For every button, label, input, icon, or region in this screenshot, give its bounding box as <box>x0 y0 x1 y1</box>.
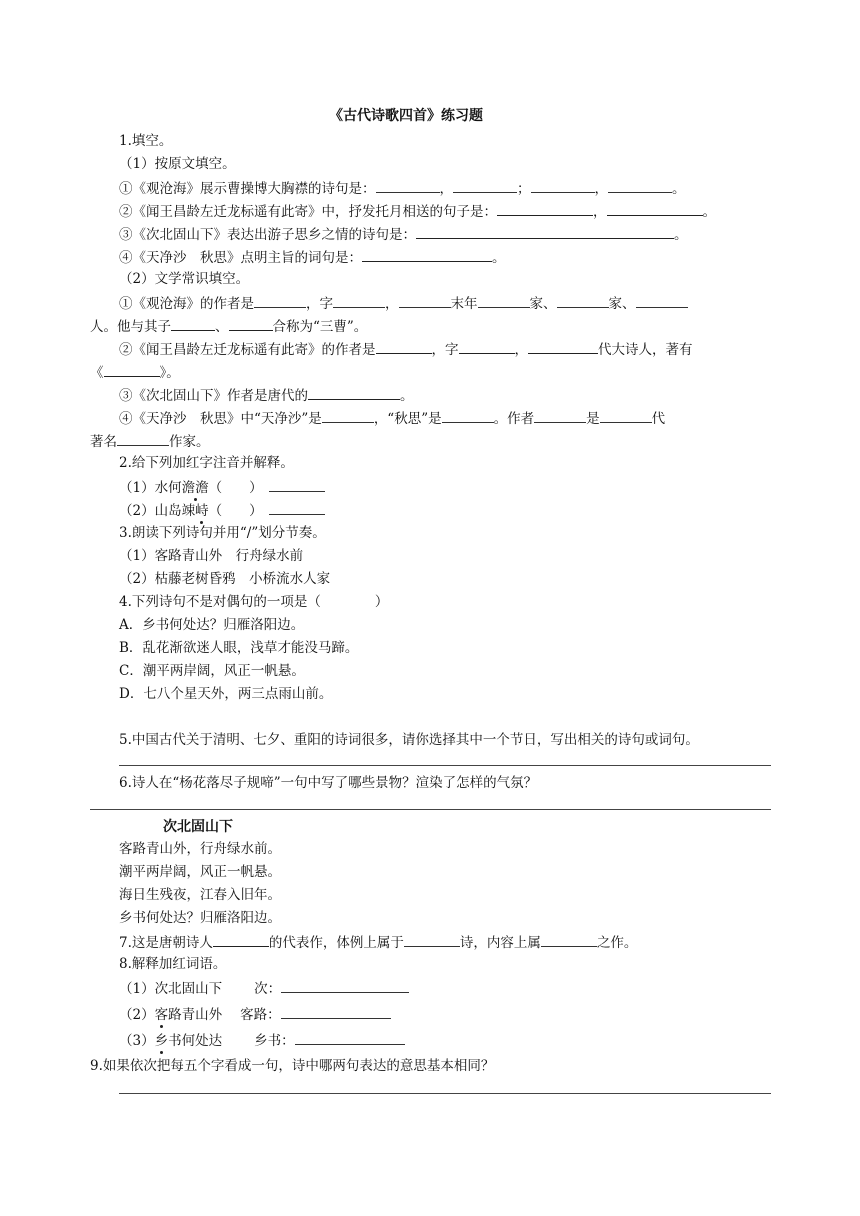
q4-option-b[interactable]: B．乱花渐欲迷人眼，浅草才能没马蹄。 <box>119 640 359 656</box>
blank[interactable] <box>213 932 269 947</box>
blank[interactable] <box>404 932 460 947</box>
text: （1）次北固山下 <box>119 981 223 997</box>
text: ，字 <box>306 296 333 312</box>
q1-b4 <box>119 408 665 428</box>
blank[interactable] <box>528 339 598 354</box>
blank[interactable] <box>322 408 374 423</box>
blank[interactable] <box>459 339 515 354</box>
punct: ， <box>439 181 453 197</box>
q4-option-a[interactable]: A．乡书何处达？归雁洛阳边。 <box>119 617 305 633</box>
text: 》。 <box>159 365 180 381</box>
blank[interactable] <box>478 293 530 308</box>
text: ③《次北固山下》作者是唐代的 <box>119 388 308 404</box>
text: ，字 <box>431 342 459 358</box>
q2-item-2 <box>119 500 325 520</box>
text: 之作。 <box>596 935 638 951</box>
q2-heading: 2.给下列加红字注音并解释。 <box>119 455 294 471</box>
text: 。作者 <box>493 411 535 427</box>
q1-b2-cont <box>90 362 180 382</box>
text: 合称为“三曹”。 <box>272 319 368 335</box>
q1-b4-cont <box>90 431 210 451</box>
poem-line-3: 海日生残夜，江春入旧年。 <box>119 887 281 903</box>
answer-line[interactable] <box>119 1093 771 1094</box>
q4-option-d[interactable]: D．七八个星天外，两三点雨山前。 <box>119 686 333 702</box>
blank[interactable] <box>608 178 672 193</box>
text: （2）山岛 <box>119 503 182 519</box>
punct: 。 <box>400 388 414 404</box>
poem-title: 次北固山下 <box>163 819 233 835</box>
q8-heading: 8.解释加红词语。 <box>119 956 227 972</box>
text: 家、 <box>529 296 557 312</box>
q8-item-3 <box>119 1030 405 1050</box>
q1-a1-text: ①《观沧海》展示曹操博大胸襟的诗句是： <box>119 181 376 197</box>
text: 7.这是唐朝诗人 <box>119 935 213 951</box>
blank[interactable] <box>117 431 169 446</box>
text: 路青山外 <box>168 1007 223 1023</box>
blank[interactable] <box>269 500 325 515</box>
blank[interactable] <box>541 932 597 947</box>
blank[interactable] <box>254 293 306 308</box>
text: 作家。 <box>169 434 210 450</box>
blank[interactable] <box>453 178 517 193</box>
blank[interactable] <box>497 201 593 216</box>
blank[interactable] <box>399 293 451 308</box>
poem-line-4: 乡书何处达？归雁洛阳边。 <box>119 910 281 926</box>
blank[interactable] <box>534 408 586 423</box>
punct: ， <box>514 342 528 358</box>
q1-a1 <box>119 178 686 198</box>
text: （1）水何 <box>119 480 182 496</box>
text: 人。他与其子 <box>90 319 171 335</box>
q3-item-2: （2）枯藤老树昏鸦 小桥流水人家 <box>119 571 331 587</box>
text: 竦 <box>181 503 196 519</box>
text: ②《闻王昌龄左迁龙标遥有此寄》的作者是 <box>119 342 376 358</box>
blank[interactable] <box>636 293 688 308</box>
text: 的代表作，体例上属于 <box>268 935 404 951</box>
q1-b1 <box>119 293 688 313</box>
q2-item-1 <box>119 477 325 497</box>
text: 是 <box>586 411 600 427</box>
text: （ ） <box>208 480 263 496</box>
poem-line-2: 潮平两岸阔，风正一帆悬。 <box>119 864 281 880</box>
answer-line[interactable] <box>119 765 771 766</box>
punct: ， <box>385 296 399 312</box>
blank[interactable] <box>281 1004 391 1019</box>
blank[interactable] <box>531 178 595 193</box>
punct: 。 <box>672 181 686 197</box>
blank[interactable] <box>442 408 494 423</box>
q9-question: 9.如果依次把每五个字看成一句，诗中哪两句表达的意思基本相同？ <box>90 1058 495 1074</box>
punct: 。 <box>702 204 716 220</box>
blank[interactable] <box>376 178 440 193</box>
poem-line-1: 客路青山外，行舟绿水前。 <box>119 841 281 857</box>
blank[interactable] <box>333 293 385 308</box>
blank[interactable] <box>362 247 492 262</box>
page-title: 《古代诗歌四首》练习题 <box>329 108 483 124</box>
text: 代 <box>651 411 666 427</box>
text: 末年 <box>450 296 478 312</box>
q1-b2 <box>119 339 693 359</box>
q1-a3-text: ③《次北固山下》表达出游子思乡之情的诗句是： <box>119 227 416 243</box>
text: ①《观沧海》的作者是 <box>119 296 254 312</box>
marked-word: 乡 <box>154 1033 169 1049</box>
text: 家、 <box>608 296 636 312</box>
q5-question: 5.中国古代关于清明、七夕、重阳的诗词很多，请你选择其中一个节日，写出相关的诗句或词句。 <box>119 732 699 748</box>
q6-question: 6.诗人在“杨花落尽子规啼”一句中写了哪些景物？渲染了怎样的气氛？ <box>119 775 538 791</box>
text: 代大诗人，著有 <box>598 342 693 358</box>
q1-b3 <box>119 385 414 405</box>
q1-a2 <box>119 201 716 221</box>
blank[interactable] <box>607 201 703 216</box>
q1-heading: 1.填空。 <box>119 133 173 149</box>
text: 乡书： <box>254 1033 295 1049</box>
q1-a3 <box>119 224 688 244</box>
q8-item-1 <box>119 978 409 998</box>
q7-question <box>119 932 637 952</box>
q4-option-c[interactable]: C．潮平两岸阔，风正一帆悬。 <box>119 663 305 679</box>
marked-word: 客 <box>154 1007 169 1023</box>
text: 著名 <box>90 434 117 450</box>
blank[interactable] <box>281 978 409 993</box>
blank[interactable] <box>295 1030 405 1045</box>
blank[interactable] <box>600 408 652 423</box>
punct: 。 <box>674 227 688 243</box>
q1-a4-text: ④《天净沙 秋思》点明主旨的词句是： <box>119 250 362 266</box>
punct: ； <box>517 181 531 197</box>
text: ，“秋思”是 <box>373 411 442 427</box>
q1-part1: （1）按原文填空。 <box>119 156 236 172</box>
q3-heading: 3.朗读下列诗句并用“/”划分节奏。 <box>119 525 326 541</box>
punct: ， <box>593 204 607 220</box>
q3-item-1: （1）客路青山外 行舟绿水前 <box>119 548 304 564</box>
q8-item-2 <box>119 1004 391 1024</box>
text: 次： <box>254 981 282 997</box>
q1-part2: （2）文学常识填空。 <box>119 271 250 287</box>
blank[interactable] <box>269 477 325 492</box>
text: （3） <box>119 1033 155 1049</box>
q1-b1-cont: 人。他与其子 、 合称为“三曹”。 <box>90 316 367 336</box>
punct: ， <box>594 181 608 197</box>
blank[interactable] <box>557 293 609 308</box>
blank[interactable] <box>171 316 215 331</box>
text: 书何处达 <box>168 1033 223 1049</box>
text: 诗，内容上属 <box>459 935 541 951</box>
marked-word: 峙 <box>195 503 209 519</box>
answer-line[interactable] <box>90 809 771 810</box>
blank[interactable] <box>416 224 674 239</box>
q1-a4 <box>119 247 506 267</box>
text: （ ） <box>208 503 263 519</box>
q1-a2-text: ②《闻王昌龄左迁龙标遥有此寄》中，抒发托月相送的句子是： <box>119 204 497 220</box>
blank[interactable] <box>229 316 273 331</box>
text: （2） <box>119 1007 155 1023</box>
q4-heading: 4.下列诗句不是对偶句的一项是（ ） <box>119 594 389 610</box>
blank[interactable] <box>376 339 432 354</box>
blank[interactable] <box>308 385 400 400</box>
punct: 。 <box>492 250 506 266</box>
text: ④《天净沙 秋思》中“天净沙”是 <box>119 411 322 427</box>
blank[interactable] <box>104 362 160 377</box>
marked-word: 澹澹 <box>181 480 209 496</box>
text: 《 <box>90 365 104 381</box>
text: 客路： <box>240 1007 281 1023</box>
